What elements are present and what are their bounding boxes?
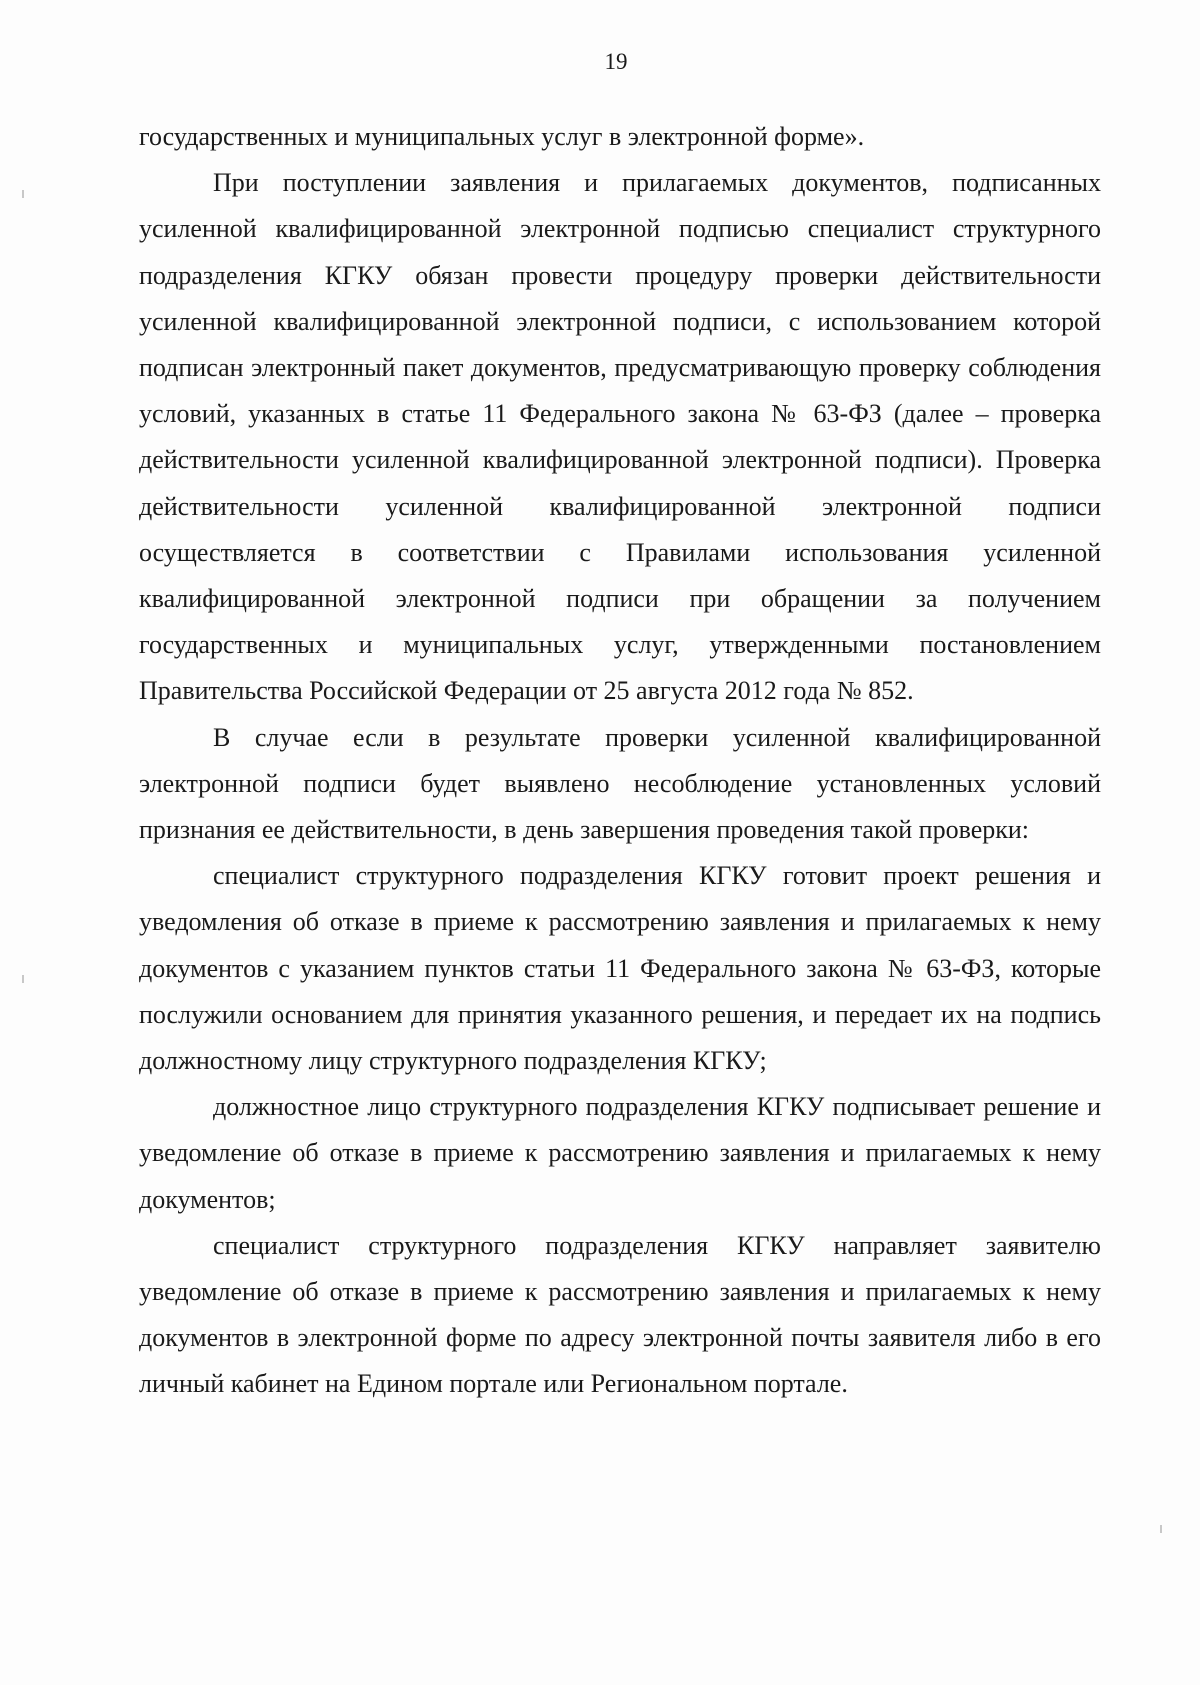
scan-mark — [22, 975, 24, 983]
paragraph-continuation: государственных и муниципальных услуг в электронной форме». — [139, 122, 865, 151]
paragraph-verification-failure: В случае если в результате проверки усиленной квалифицированной электронной подписи будет выявлено несоблюдение установленных условий признания ее действительности, в день завершения проведения такой проверки: — [139, 722, 1101, 845]
paragraph-specialist-prepares: специалист структурного подразделения КГКУ готовит проект решения и уведомления об отказе в приеме к рассмотрению заявления и прилагаемых к нему документов с указанием пунктов статьи 11 Федерального закона № 63-ФЗ, которые послужили основанием для принятия указанного решения, и передает их на подпись должностному лицу структурного подразделения КГКУ; — [139, 861, 1101, 1076]
paragraph-official-signs: должностное лицо структурного подразделения КГКУ подписывает решение и уведомление об отказе в приеме к рассмотрению заявления и прилагаемых к нему документов; — [139, 1092, 1101, 1214]
document-body — [139, 114, 1101, 1408]
scan-mark — [22, 190, 24, 198]
paragraph-signature-verification: При поступлении заявления и прилагаемых документов, подписанных усиленной квалифицированной электронной подписью специалист структурного подразделения КГКУ обязан провести процедуру проверки действительности усиленной квалифицированной электронной подписи, с использованием которой подписан электронный пакет документов, предусматривающую проверку соблюдения условий, указанных в статье 11 Федерального закона № 63-ФЗ (далее – проверка действительности усиленной квалифицированной электронной подписи). Проверка действительности усиленной квалифицированной электронной подписи осуществляется в соответствии с Правилами использования усиленной квалифицированной электронной подписи при обращении за получением государственных и муниципальных услуг, утвержденными постановлением Правительства Российской Федерации от 25 августа 2012 года № 852. — [139, 168, 1101, 706]
page-number: 19 — [604, 49, 628, 74]
scan-mark — [1160, 1525, 1162, 1533]
paragraph-specialist-sends: специалист структурного подразделения КГКУ направляет заявителю уведомление об отказе в приеме к рассмотрению заявления и прилагаемых к нему документов в электронной форме по адресу электронной почты заявителя либо в его личный кабинет на Едином портале или Региональном портале. — [139, 1230, 1101, 1399]
